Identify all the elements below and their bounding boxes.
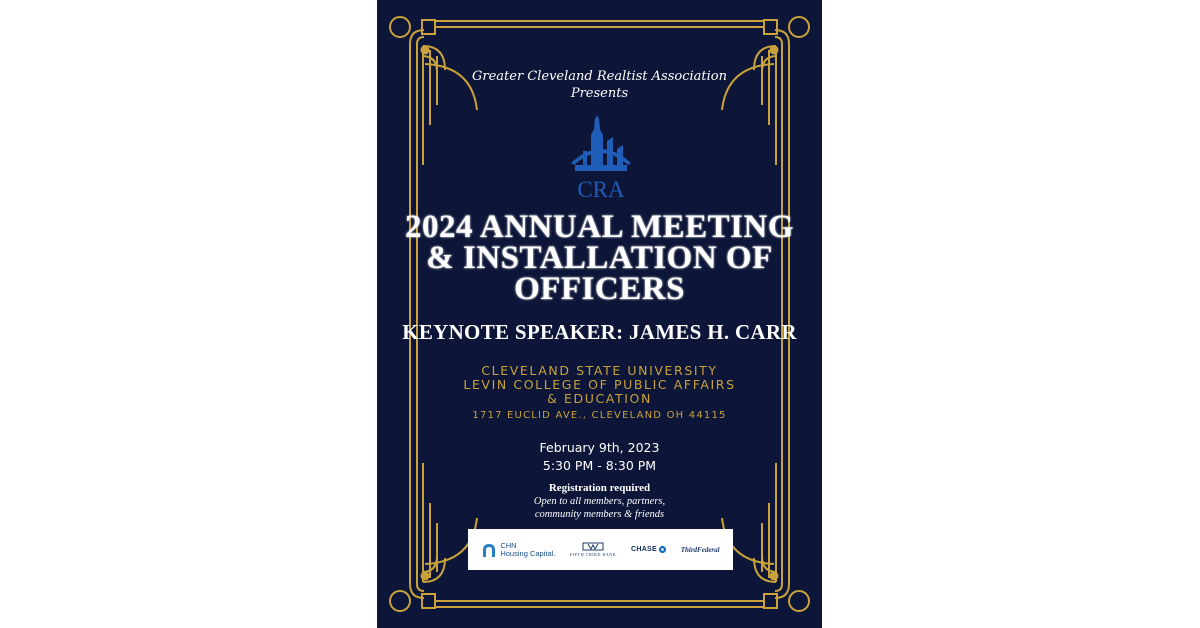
venue-line-2: LEVIN COLLEGE OF PUBLIC AFFAIRS xyxy=(463,377,736,392)
event-poster xyxy=(377,0,822,628)
chase-octagon-icon xyxy=(659,546,666,553)
event-date: February 9th, 2023 xyxy=(539,440,660,455)
registration-note xyxy=(377,495,822,521)
chn-logo-line-1: CHN xyxy=(500,540,517,550)
venue-line-3: & EDUCATION xyxy=(547,391,652,406)
chn-logo-line-2: Housing Capital. xyxy=(500,548,556,558)
chn-housing-capital-logo xyxy=(481,542,555,558)
chn-arch-icon xyxy=(481,542,497,558)
title-line-2: & INSTALLATION OF xyxy=(426,240,773,276)
cleveland-skyline-icon xyxy=(569,115,633,201)
registration-note-line-1: Open to all members, partners, xyxy=(533,496,666,507)
sponsor-logos xyxy=(468,529,733,570)
registration-note-line-2: community members & friends xyxy=(534,509,665,520)
third-federal-logo xyxy=(681,546,720,554)
venue-line-1: CLEVELAND STATE UNIVERSITY xyxy=(481,363,718,378)
cra-logo-text: CRA xyxy=(577,177,625,201)
event-time: 5:30 PM - 8:30 PM xyxy=(542,458,657,473)
third-federal-text: ThirdFederal xyxy=(680,545,720,554)
chase-text: CHASE xyxy=(630,546,657,553)
registration-heading: Registration required xyxy=(548,482,651,494)
venue-address: 1717 EUCLID AVE., CLEVELAND OH 44115 xyxy=(472,410,727,421)
fifth-third-bank-logo xyxy=(570,542,616,557)
venue-name xyxy=(377,364,822,406)
event-title xyxy=(377,209,822,307)
presenter-org: Greater Cleveland Realtist Association xyxy=(471,69,727,84)
title-line-3: OFFICERS xyxy=(514,271,685,307)
event-datetime xyxy=(377,439,822,475)
presenter-heading xyxy=(377,68,822,102)
title-line-1: 2024 ANNUAL MEETING xyxy=(404,209,795,245)
chase-logo xyxy=(631,546,666,553)
fifth-third-text: FIFTH THIRD BANK xyxy=(570,552,617,557)
keynote-speaker: KEYNOTE SPEAKER: JAMES H. CARR xyxy=(402,320,797,344)
fifth-third-emblem-icon xyxy=(582,542,604,551)
presenter-presents: Presents xyxy=(570,86,629,101)
